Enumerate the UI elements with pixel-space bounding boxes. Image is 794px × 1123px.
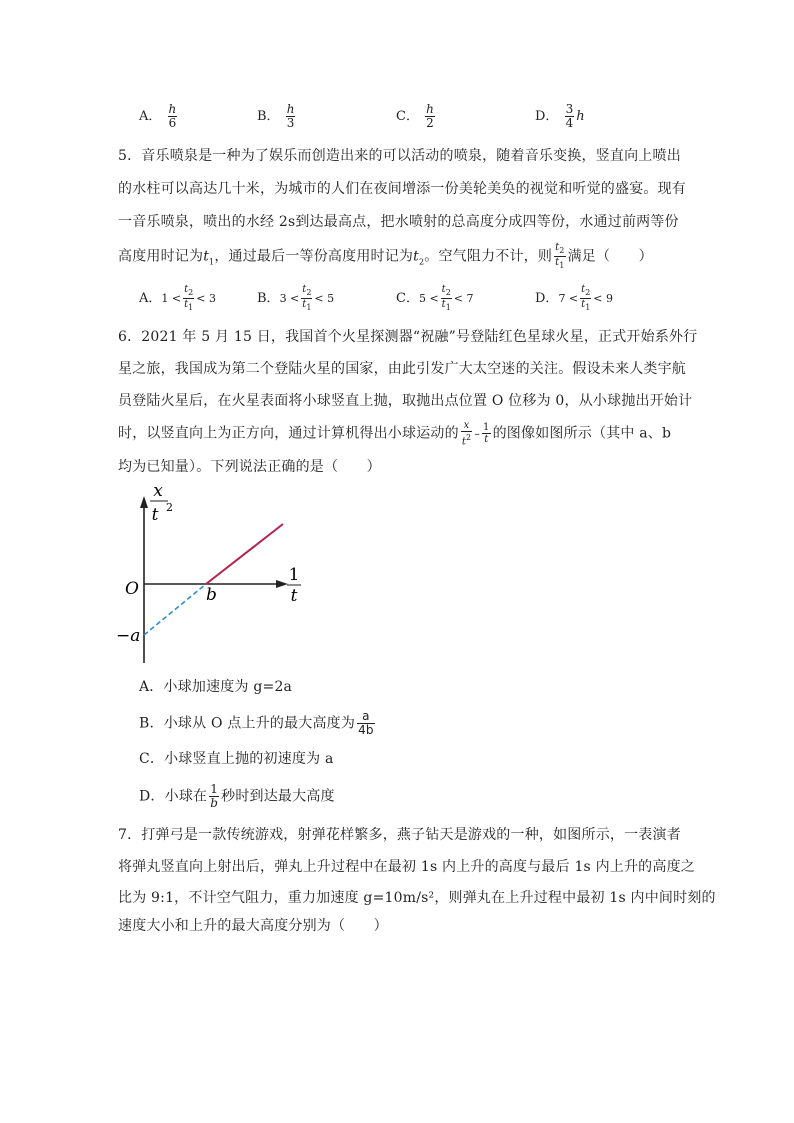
fraction <box>425 103 435 130</box>
q5-option-a[interactable] <box>139 284 216 313</box>
option-label: C． <box>396 109 419 124</box>
one-over-t-fraction: $\frac{1}{t}$ <box>483 422 490 446</box>
y-axis-label-numerator: x <box>153 481 163 501</box>
q6-option-c[interactable]: C．小球竖直上抛的初速度为 a <box>139 751 334 767</box>
variable-t: t <box>203 248 210 265</box>
lower-bound: 1 < <box>161 292 182 305</box>
numerator: h <box>286 102 295 116</box>
text: 时，以竖直向上为正方向，通过计算机得出小球运动的 <box>118 425 459 442</box>
b-intercept-label: b <box>206 585 217 605</box>
fraction <box>209 783 219 810</box>
variable-t: t <box>413 248 419 265</box>
variable: h <box>576 109 585 124</box>
denominator: 6 <box>168 116 177 130</box>
lower-bound: 5 < <box>418 292 439 305</box>
text: D．小球在 <box>139 788 208 805</box>
text: ，通过最后一等份高度用时记为 <box>214 248 414 265</box>
q6-line-4: 时，以竖直向上为正方向，通过计算机得出小球运动的 $\frac{x}{t^2}$ – $\frac{1}{t}$ 的图像如图所示（其中 a、b <box>118 420 672 448</box>
numerator: h <box>168 102 177 116</box>
origin-label: O <box>125 579 139 599</box>
option-label: D． <box>535 291 559 306</box>
graph-dashed-extension <box>144 584 206 635</box>
numerator: 1 <box>210 782 219 796</box>
text: 。空气阻力不计，则 <box>424 248 553 265</box>
option-label: C． <box>396 291 419 306</box>
denominator: b <box>210 796 219 810</box>
text: 满足（ ） <box>567 248 653 265</box>
numerator: h <box>426 102 434 116</box>
upper-bound: < 5 <box>314 292 335 305</box>
q7-line-4: 速度大小和上升的最大高度分别为（ ） <box>118 918 388 934</box>
lower-bound: 3 < <box>279 292 300 305</box>
q5-line-2: 的水柱可以高达几十米，为城市的人们在夜间增添一份美轮美奂的视觉和听觉的盛宴。现有 <box>118 181 686 197</box>
ratio-fraction: $\frac{t_2}{t_1}$ <box>581 284 591 312</box>
lower-bound: 7 < <box>558 292 579 305</box>
x-axis-arrow <box>276 580 288 588</box>
text: 高度用时记为 <box>118 248 204 265</box>
q5-option-d[interactable] <box>535 284 613 313</box>
upper-bound: < 3 <box>196 292 216 305</box>
y-axis-label-denominator: t <box>151 505 159 525</box>
q4-option-d[interactable] <box>535 103 585 130</box>
numerator: 3 <box>565 102 574 116</box>
x-over-t2-vs-1-over-t-graph <box>110 478 320 668</box>
numerator: a <box>357 710 375 724</box>
q6-line-3: 员登陆火星后，在火星表面将小球竖直上抛，取抛出点位置 O 位移为 0，从小球抛出开始计 <box>118 393 693 409</box>
option-label: A． <box>139 109 162 124</box>
fraction <box>357 710 375 737</box>
q5-line-4: 高度用时记为$t_1$，通过最后一等份高度用时记为$t_2$。空气阻力不计，则 $\frac{t_2}{t_1}$ 满足（ ） <box>118 242 653 270</box>
q5-line-1: 5．音乐喷泉是一种为了娱乐而创造出来的可以活动的喷泉，随着音乐变换，竖直向上喷出 <box>118 148 681 164</box>
ratio-fraction: $\frac{t_2}{t_1}$ <box>441 284 451 312</box>
q6-line-5: 均为已知量）。下列说法正确的是（ ） <box>118 459 381 475</box>
q6-option-a[interactable]: A．小球加速度为 g=2a <box>139 679 293 695</box>
option-label: B． <box>257 109 280 124</box>
x-over-t2-fraction: $\frac{x}{t^2}$ <box>461 420 472 448</box>
denominator: 2 <box>426 116 434 130</box>
q6-line-1: 6．2021 年 5 月 15 日，我国首个火星探测器“祝融”号登陆红色星球火星，正式开始系外行 <box>118 329 698 345</box>
option-label: B． <box>257 291 280 306</box>
q7-line-3: 比为 9:1，不计空气阻力，重力加速度 g=10m/s²，则弹丸在上升过程中最初 1s 内中间时刻的 <box>118 890 716 906</box>
option-label: D． <box>535 109 559 124</box>
fraction <box>168 103 178 130</box>
denominator: 4b <box>358 723 374 737</box>
q5-option-c[interactable] <box>396 284 474 313</box>
text: 的图像如图所示（其中 a、b <box>492 425 672 442</box>
ratio-fraction: $\frac{t_2}{t_1}$ <box>302 284 312 312</box>
q4-option-a[interactable] <box>139 103 179 130</box>
fraction <box>286 103 296 130</box>
text: B．小球从 O 点上升的最大高度为 <box>139 715 356 732</box>
ratio-fraction: $\frac{t_2}{t_1}$ <box>184 284 194 312</box>
q7-line-2: 将弹丸竖直向上射出后，弹丸上升过程中在最初 1s 内上升的高度与最后 1s 内上升的高度之 <box>118 859 695 875</box>
denominator: 4 <box>565 116 574 130</box>
upper-bound: < 9 <box>593 292 613 305</box>
a-intercept-label: −a <box>116 626 141 646</box>
q4-option-c[interactable] <box>396 103 437 130</box>
q6-option-d[interactable] <box>139 783 335 810</box>
ratio-fraction: $\frac{t_2}{t_1}$ <box>555 242 565 270</box>
q5-option-b[interactable] <box>257 284 334 313</box>
y-axis-arrow <box>140 496 148 508</box>
q6-option-b[interactable] <box>139 710 377 737</box>
denominator: 3 <box>286 116 295 130</box>
q6-line-2: 星之旅，我国成为第二个登陆火星的国家，由此引发广大太空迷的关注。假设未来人类宇航 <box>118 361 686 377</box>
q5-line-3: 一音乐喷泉，喷出的水经 2s到达最高点，把水喷射的总高度分成四等份，水通过前两等份 <box>118 214 679 230</box>
graph-solid-segment <box>206 524 283 584</box>
x-axis-label-denominator: t <box>290 586 298 606</box>
option-label: A． <box>139 291 162 306</box>
q4-option-b[interactable] <box>257 103 297 130</box>
upper-bound: < 7 <box>453 292 474 305</box>
text: 秒时到达最大高度 <box>221 788 335 805</box>
q7-line-1: 7．打弹弓是一款传统游戏，射弹花样繁多，燕子钻天是游戏的一种，如图所示，一表演者 <box>118 827 681 843</box>
x-axis-label-numerator: 1 <box>288 565 300 585</box>
fraction <box>565 103 575 130</box>
y-axis-label-exponent: 2 <box>166 501 173 514</box>
